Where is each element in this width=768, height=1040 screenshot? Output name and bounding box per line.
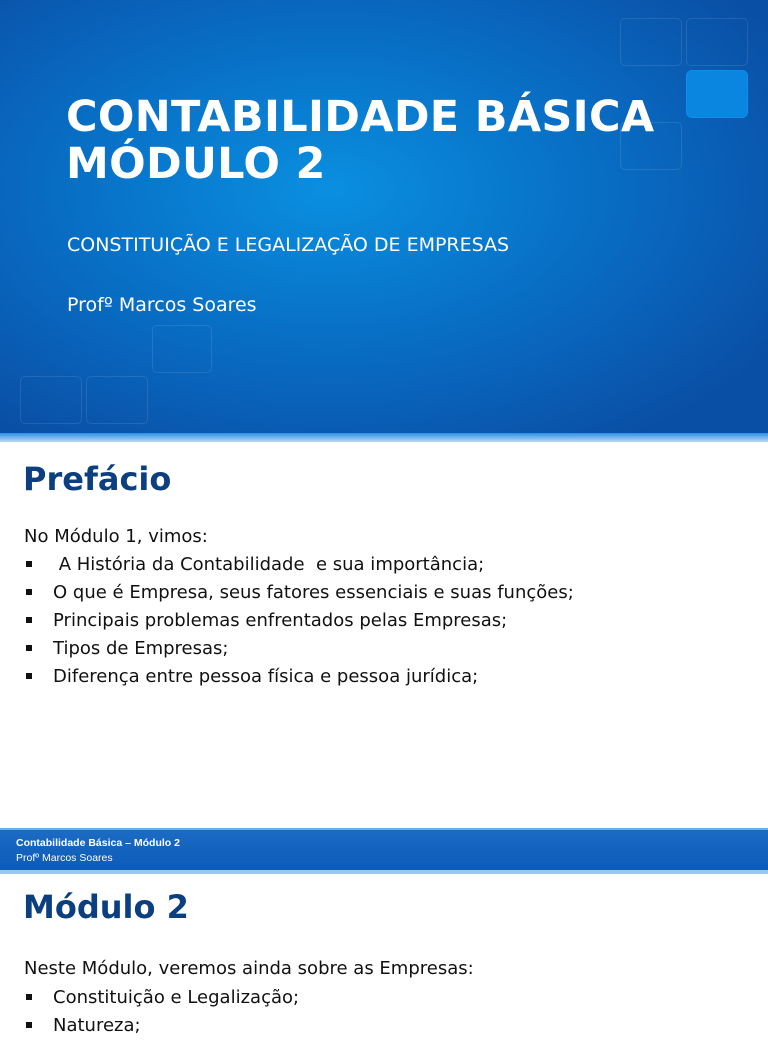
bullet-text: O que é Empresa, seus fatores essenciais e suas funções; xyxy=(53,582,574,603)
bullet-icon xyxy=(26,994,32,1000)
preface-slide xyxy=(0,442,768,828)
bullet-text: Tipos de Empresas; xyxy=(53,638,229,659)
title-line-2: MÓDULO 2 xyxy=(66,139,326,189)
preface-bullet-list xyxy=(24,551,574,691)
bullet-icon xyxy=(26,645,32,651)
footer-author: Profº Marcos Soares xyxy=(16,852,113,864)
slide-title xyxy=(66,94,654,188)
title-line-1: CONTABILIDADE BÁSICA xyxy=(66,92,655,142)
bullet-text: Constituição e Legalização; xyxy=(53,987,300,1008)
module-bullet-list xyxy=(24,984,299,1040)
decorative-square xyxy=(152,325,212,373)
bullet-icon xyxy=(26,589,32,595)
decorative-square-highlight xyxy=(686,70,748,118)
decorative-square xyxy=(620,18,682,66)
bullet-icon xyxy=(26,617,32,623)
list-item xyxy=(24,635,574,663)
bullet-icon xyxy=(26,1022,32,1028)
footer-course-title: Contabilidade Básica – Módulo 2 xyxy=(16,837,180,849)
slide-subtitle: CONSTITUIÇÃO E LEGALIZAÇÃO DE EMPRESAS xyxy=(67,234,510,256)
slide-footer xyxy=(0,828,768,872)
module-heading: Módulo 2 xyxy=(23,888,189,926)
bullet-icon xyxy=(26,673,32,679)
list-item xyxy=(24,551,574,579)
title-slide xyxy=(0,0,768,433)
preface-intro: No Módulo 1, vimos: xyxy=(24,526,208,547)
bullet-text: A História da Contabilidade e sua importância; xyxy=(53,554,485,575)
bullet-text: Principais problemas enfrentados pelas Empresas; xyxy=(53,610,508,631)
decorative-square xyxy=(86,376,148,424)
list-item xyxy=(24,579,574,607)
list-item xyxy=(24,984,299,1012)
list-item xyxy=(24,1012,299,1040)
slide-author: Profº Marcos Soares xyxy=(67,294,257,316)
bullet-text: Diferença entre pessoa física e pessoa jurídica; xyxy=(53,666,479,687)
preface-heading: Prefácio xyxy=(23,460,172,498)
bullet-text: Natureza; xyxy=(53,1015,141,1036)
bullet-icon xyxy=(26,561,32,567)
module-intro: Neste Módulo, veremos ainda sobre as Empresas: xyxy=(24,958,474,979)
decorative-square xyxy=(20,376,82,424)
module-slide xyxy=(0,874,768,1036)
list-item xyxy=(24,607,574,635)
decorative-square xyxy=(686,18,748,66)
list-item xyxy=(24,663,574,691)
slide-divider-stripe xyxy=(0,433,768,442)
